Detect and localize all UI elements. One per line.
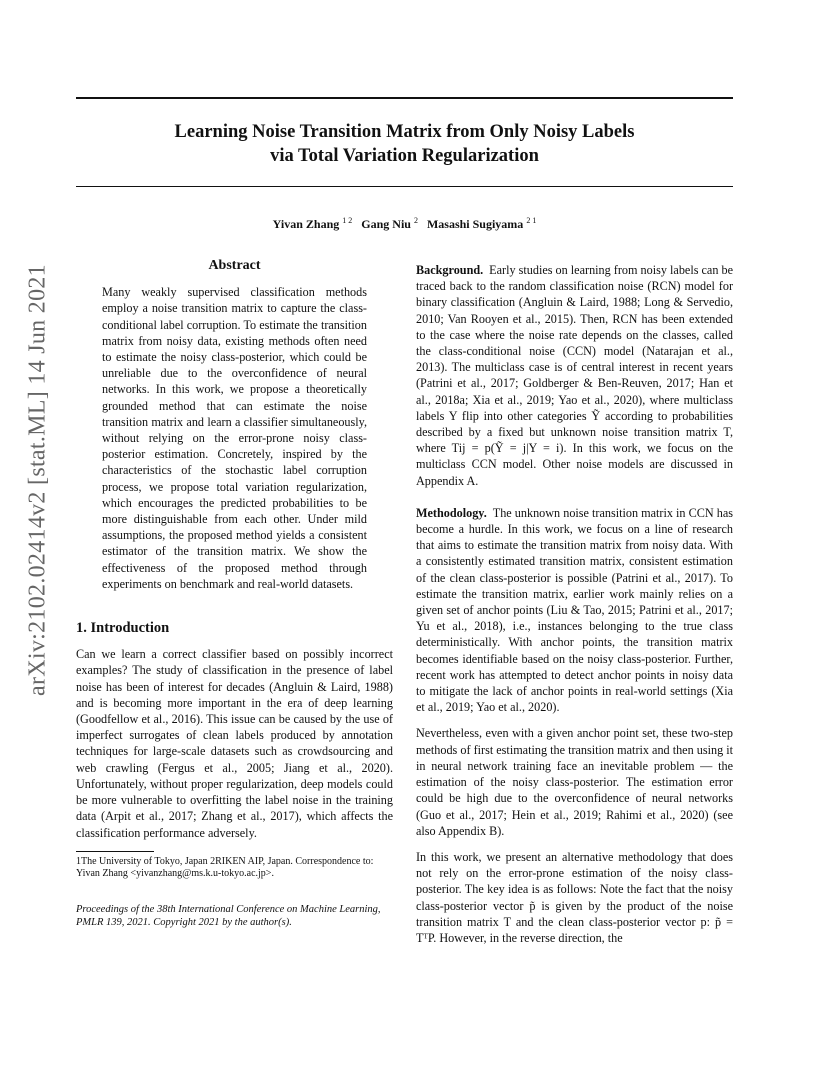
abstract-body: Many weakly supervised classification methods employ a noise transition matrix to capture the class-conditional label corruption. To estimate the transition matrix from noisy data, existing methods often need to estimate the noisy class-posterior, which could be unreliable due to the overconfidence of neural networks. In this work, we propose a theoretically grounded method that can estimate the noise transition matrix and learn a classifier simultaneously, without relying on the error-prone noisy class-posterior estimation. Concretely, inspired by the characteristics of the stochastic label corruption process, we propose total variation regularization, which encourages the predicted probabilities to be more distinguishable from each other. Under mild assumptions, the proposed method yields a consistent estimator of the transition matrix. We show the effectiveness of the proposed method through experiments on benchmark and real-world datasets. <box>102 285 367 591</box>
affiliation-footnote: 1The University of Tokyo, Japan 2RIKEN AIP, Japan. Correspondence to: Yivan Zhang <yivanzhang@ms.k.u-tokyo.ac.jp>. <box>76 855 374 880</box>
author-name: Masashi Sugiyama <box>426 217 524 231</box>
author-affiliation: 2 1 <box>526 216 537 225</box>
background-text: Early studies on learning from noisy labels can be traced back to the random classification noise (RCN) model for binary classification (Angluin & Laird, 1988; Long & Servedio, 2010; Van Rooyen et al., 2015). Then, RCN has been extended to the case where the noise rate depends on the classes, called the class-conditional noise (CCN) model (Natarajan et al., 2013). The multiclass case is of central interest in recent years (Patrini et al., 2017; Goldberger & Ben-Reuven, 2017; Han et al., 2018a; Xia et al., 2019; Yao et al., 2020), where multiclass labels Y flip into other categories Ỹ according to probabilities described by a fixed but unknown noise transition matrix T, where Tij = p(Ỹ = j|Y = i). In this work, we focus on the multiclass CCN model. Other noise models are discussed in Appendix A. <box>416 263 733 488</box>
abstract-heading: Abstract <box>208 258 261 273</box>
alternative-method-paragraph: In this work, we present an alternative methodology that does not rely on the error-prone estimation of the noisy class-posterior. The key idea is as follows: Note the fact that the noisy class-posterior vector p̃ is given by the product of the noise transition matrix T and the clean class-posterior vector p: p̃ = TᵀP. However, in the reverse direction, the <box>416 849 733 945</box>
author-list <box>76 216 733 232</box>
proceedings-note: Proceedings of the 38th International Conference on Machine Learning, PMLR 139, 2021. Copyright 2021 by the author(s). <box>76 903 381 929</box>
title-line-2: via Total Variation Regularization <box>270 146 539 166</box>
background-paragraph <box>416 262 733 489</box>
nevertheless-paragraph: Nevertheless, even with a given anchor point set, these two-step methods of first estimating the transition matrix and then using it in neural network training face an inevitable problem — the estimation of the noisy class-posterior. The estimation error could be high due to the overconfidence of neural networks (Guo et al., 2017; Hein et al., 2019; Rahimi et al., 2020) (see also Appendix B). <box>416 726 733 838</box>
methodology-paragraph <box>416 505 733 716</box>
author-name: Yivan Zhang <box>272 217 340 231</box>
arxiv-identifier-text: arXiv:2102.02414v2 [stat.ML] 14 Jun 2021 <box>24 264 51 696</box>
author-affiliation: 2 <box>413 216 418 225</box>
methodology-label: Methodology. <box>416 505 487 520</box>
methodology-text: The unknown noise transition matrix in CCN has become a hurdle. In this work, we focus on a line of research that aims to estimate the transition matrix from noisy data. With a consistently estimated transition matrix, consistent estimation of the clean class-posterior is possible (Patrini et al., 2017). To estimate the transition matrix, earlier work mainly relies on a given set of anchor points (Liu & Tao, 2015; Patrini et al., 2017; Yu et al., 2018), i.e., instances belonging to the true class deterministically. With anchor points, the transition matrix becomes identifiable based on the noisy class-posterior. Further, recent work has attempted to detect anchor points in noisy data to mitigate the lack of anchor points in real-world settings (Xia et al., 2019; Yao et al., 2020). <box>416 505 733 715</box>
author-name: Gang Niu <box>361 217 411 231</box>
title-rule-top <box>76 97 733 99</box>
paper-title <box>76 120 733 168</box>
title-line-1: Learning Noise Transition Matrix from Only Noisy Labels <box>174 122 635 142</box>
introduction-paragraph: Can we learn a correct classifier based on possibly incorrect examples? The study of classification in the presence of label noise has been of interest for decades (Angluin & Laird, 1988) and is becoming more important in the era of deep learning (Goodfellow et al., 2016). This issue can be caused by the use of imperfect surrogates of clean labels produced by annotation techniques for large-scale datasets such as crowdsourcing and web crawling (Fergus et al., 2005; Jiang et al., 2020). Unfortunately, without proper regularization, deep models could be more vulnerable to overfitting the label noise in the training data (Arpit et al., 2017; Zhang et al., 2017), which affects the classification performance adversely. <box>76 647 393 840</box>
right-column <box>416 262 733 956</box>
title-rule-bottom <box>76 186 733 187</box>
background-label: Background. <box>416 263 484 277</box>
left-column <box>76 258 393 930</box>
footnote-divider <box>76 851 154 852</box>
section-heading-introduction: 1. Introduction <box>76 620 170 637</box>
author-affiliation: 1 2 <box>342 216 353 225</box>
